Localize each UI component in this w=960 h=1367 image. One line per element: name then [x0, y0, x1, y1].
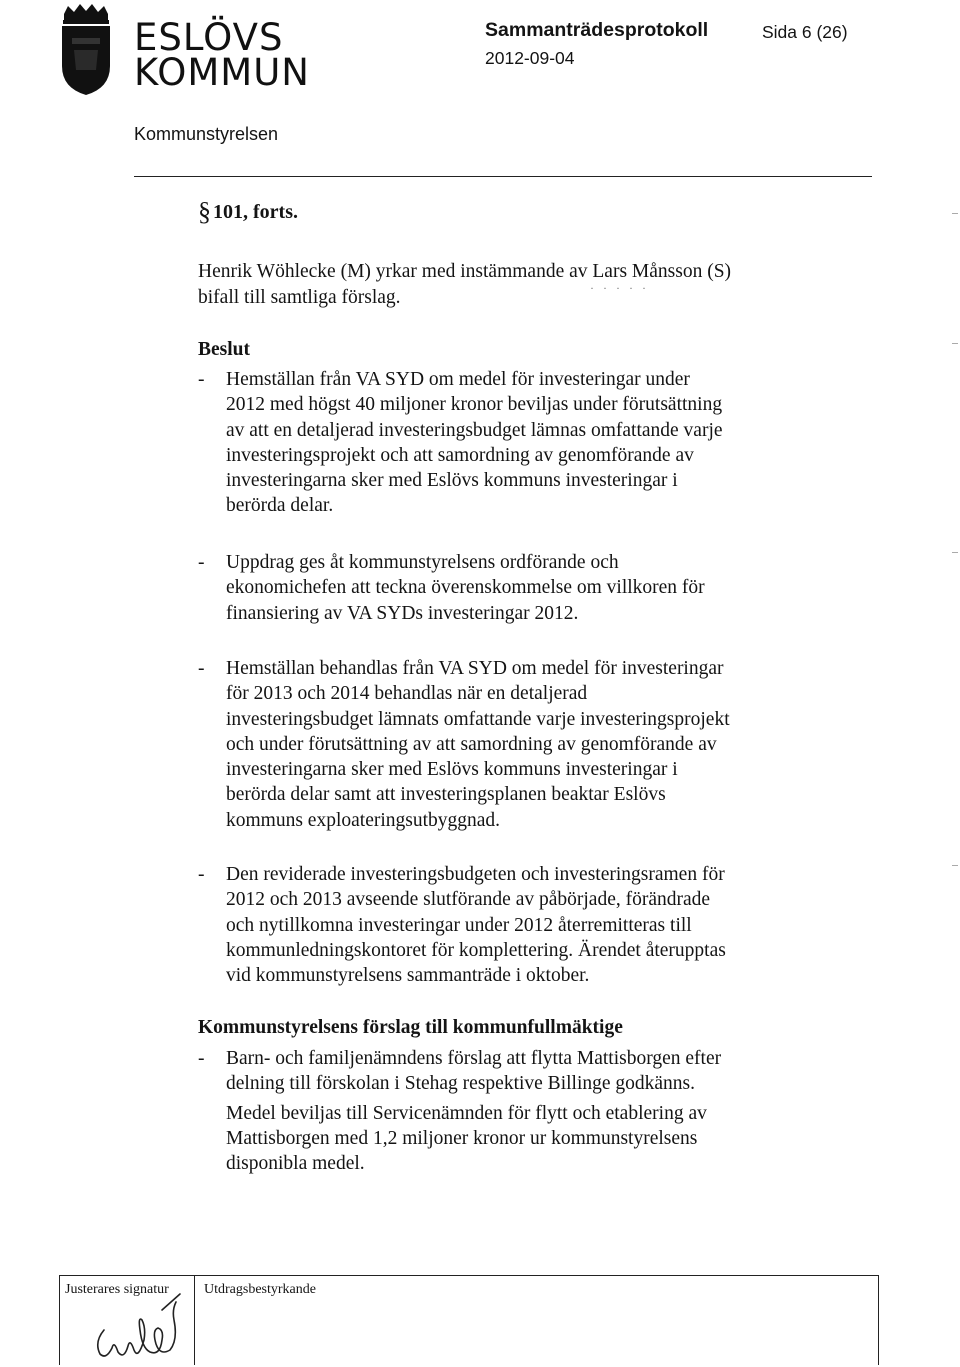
decision-item-line: ekonomichefen att teckna överenskommelse om villkoren för	[226, 577, 705, 599]
footer-left-border	[59, 1275, 60, 1365]
list-dash: -	[198, 369, 205, 390]
footer-top-border	[59, 1275, 879, 1276]
proposal-item-line: delning till förskolan i Stehag respektive Billinge godkänns.	[226, 1073, 696, 1095]
decision-item-line: investeringarna sker med Eslövs kommuns investeringar i	[226, 470, 678, 492]
list-dash: -	[198, 864, 205, 885]
decision-item-line: av att en detaljerad investeringsbudget lämnas omfattande varje	[226, 419, 723, 441]
decision-item-line: investeringarna sker med Eslövs kommuns investeringar i	[226, 759, 678, 781]
decision-item-line: vid kommunstyrelsens sammanträde i oktober.	[226, 965, 590, 987]
motion-paragraph	[198, 259, 731, 311]
handwritten-signature-icon	[90, 1290, 190, 1362]
section-reference	[198, 199, 298, 225]
extract-label: Utdragsbestyrkande	[204, 1282, 316, 1297]
scan-edge-mark	[952, 213, 958, 214]
decision-item-line: Hemställan behandlas från VA SYD om medel för investeringar	[226, 658, 724, 679]
decision-item-line: investeringsprojekt och att samordning av genomförande av	[226, 444, 694, 466]
list-dash: -	[198, 552, 205, 573]
decision-item-line: Uppdrag ges åt kommunstyrelsens ordförande och	[226, 552, 619, 573]
decision-item-line: 2012 och 2013 avseende slutförande av påbörjade, förändrade	[226, 889, 711, 911]
header-divider	[134, 176, 872, 177]
municipality-logo-text	[134, 16, 310, 94]
footer-right-border	[878, 1275, 879, 1365]
decision-item-line: berörda delar samt att investeringsplanen beaktar Eslövs	[226, 784, 666, 806]
motion-line: bifall till samtliga förslag.	[198, 287, 401, 308]
list-dash: -	[198, 658, 205, 679]
decision-item-line: kommuns exploateringsutbyggnad.	[226, 809, 501, 831]
footer-divider	[194, 1275, 195, 1365]
decision-item-line: för 2013 och 2014 behandlas när en detaljerad	[226, 683, 588, 705]
decision-item-line: kommunledningskontoret för komplettering. Ärendet återupptas	[226, 939, 726, 961]
decision-item-line: 2012 med högst 40 miljoner kronor beviljas under förutsättning	[226, 394, 723, 416]
proposal-heading: Kommunstyrelsens förslag till kommunfullmäktige	[198, 1017, 623, 1038]
proposal-item-line: disponibla medel.	[226, 1153, 365, 1175]
coat-of-arms-logo-icon	[58, 4, 114, 96]
decision-item-line: Hemställan från VA SYD om medel för investeringar under	[226, 369, 690, 390]
document-type: Sammanträdesprotokoll	[485, 19, 709, 41]
committee-name: Kommunstyrelsen	[134, 124, 279, 144]
proposal-item-line: Barn- och familjenämndens förslag att flytta Mattisborgen efter	[226, 1048, 722, 1069]
decision-item-line: investeringsbudget lämnats omfattande varje investeringsprojekt	[226, 708, 730, 730]
list-dash: -	[198, 1048, 205, 1069]
decision-item-line: finansiering av VA SYDs investeringar 2012.	[226, 602, 579, 624]
section-sign-icon: §	[198, 197, 211, 226]
decision-item-line: berörda delar.	[226, 495, 334, 517]
section-number: 101, forts.	[213, 201, 298, 223]
signature-label: Justerares signatur	[65, 1282, 169, 1297]
logo-line-1: ESLÖVS	[134, 16, 284, 59]
page-number: Sida 6 (26)	[762, 22, 848, 42]
proposal-item-line: Medel beviljas till Servicenämnden för flytt och etablering av	[226, 1102, 707, 1124]
proposal-item-line: Mattisborgen med 1,2 miljoner kronor ur kommunstyrelsens	[226, 1127, 698, 1149]
decision-heading: Beslut	[198, 339, 251, 360]
scan-edge-mark	[952, 552, 958, 553]
meeting-date: 2012-09-04	[485, 48, 575, 68]
decision-item-line: Den reviderade investeringsbudgeten och investeringsramen för	[226, 864, 725, 885]
scan-edge-mark	[952, 343, 958, 344]
decision-item-line: och under förutsättning av att samordning av genomförande av	[226, 733, 717, 755]
scan-edge-mark	[952, 865, 958, 866]
logo-line-2: KOMMUN	[134, 51, 310, 94]
scan-artifact: · · · · ·	[590, 281, 649, 295]
decision-item-line: och nytillkomna investeringar under 2012 återremitteras till	[226, 914, 692, 936]
motion-line: Henrik Wöhlecke (M) yrkar med instämmande av Lars Månsson (S)	[198, 261, 732, 282]
